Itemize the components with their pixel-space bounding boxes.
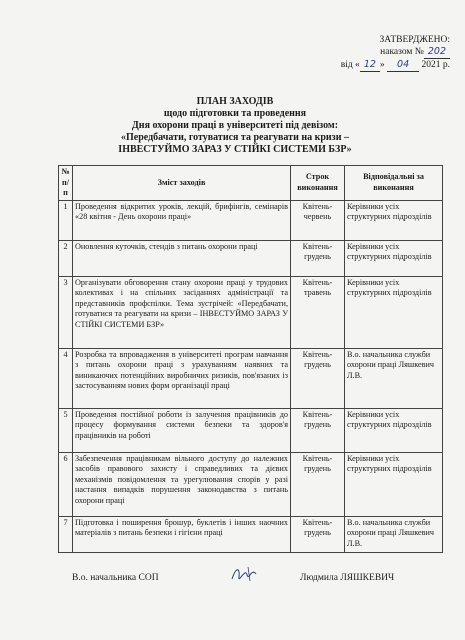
order-prefix: наказом № [380,47,424,57]
row-number: 5 [59,408,73,452]
header-content: Зміст заходів [73,166,291,201]
row-term: Квітень-грудень [291,452,345,516]
row-term: Квітень-грудень [291,408,345,452]
row-content: Підготовка і поширення брошур, буклетів і інших наочних матеріалів з питань безпеки і гігієни праці [73,516,291,552]
title-line-1: ПЛАН ЗАХОДІВ [196,96,274,107]
table-row [59,408,443,452]
row-responsible: В.о. начальника служби охорони праці Ляшкевич Л.В. [345,348,443,408]
table-row [59,276,443,348]
row-term: Квітень-травень [291,276,345,348]
date-month: 04 [387,59,419,72]
document-title [60,96,410,156]
table-row [59,348,443,408]
row-responsible: Керівники усіх структурних підрозділів [345,276,443,348]
signature-mark [230,563,262,585]
table-row [59,200,443,240]
order-line [300,46,450,59]
title-line-5: ІНВЕСТУЙМО ЗАРАЗ У СТІЙКІ СИСТЕМИ БЗР» [118,144,352,155]
row-number: 4 [59,348,73,408]
title-line-2: щодо підготовки та проведення [163,108,307,119]
row-content: Оновлення куточків, стендів з питань охорони праці [73,240,291,276]
order-number: 202 [424,46,450,59]
row-content: Проведення постійної роботи із залучення працівників до процесу формування системи безпеки та здоров'я працівників на роботі [73,408,291,452]
row-term: Квітень-червень [291,200,345,240]
row-responsible: В.о. начальника служби охорони праці Ляшкевич Л.В. [345,516,443,552]
row-responsible: Керівники усіх структурних підрозділів [345,452,443,516]
table-header-row [59,166,443,201]
row-number: 1 [59,200,73,240]
signer-name: Людмила ЛЯШКЕВИЧ [300,573,395,583]
date-year: 2021 р. [421,60,450,70]
row-content: Забезпечення працівникам вільного доступу до належних засобів правового захисту і справедливих та дієвих механізмів повідомлення та урегулювання спорів у разі настання випадків порушення законодавства з питань охорони праці [73,452,291,516]
header-number: № п/п [59,166,73,201]
row-responsible: Керівники усіх структурних підрозділів [345,200,443,240]
plan-table [58,165,443,553]
row-responsible: Керівники усіх структурних підрозділів [345,408,443,452]
title-line-4: «Передбачати, готуватися та реагувати на кризи – [121,132,349,143]
row-content: Організувати обговорення стану охорони праці у трудових колективах і на спільних засіданнях адміністрації та представників профспілки. Тема зустрічей: «Передбачати, готуватися та реагувати на кризи – ІНВЕСТУЙМО ЗАРАЗ У СТІЙКІ СИСТЕМИ БЗР» [73,276,291,348]
row-content: Розробка та впровадження в університеті програм навчання з питань охорони праці з урахуванням наявних та виникаючих потенційних виробничих ризиків, пов'язаних із застосуванням нових форм організації праці [73,348,291,408]
table-row [59,516,443,552]
date-day: 12 [360,59,380,72]
order-date-line [300,59,450,72]
row-number: 7 [59,516,73,552]
approval-block [300,34,450,72]
header-term: Строк виконання [291,166,345,201]
row-number: 3 [59,276,73,348]
title-line-3: Дня охорони праці в університеті під девізом: [131,120,339,131]
approved-label: ЗАТВЕРДЖЕНО: [379,35,450,45]
row-responsible: Керівники усіх структурних підрозділів [345,240,443,276]
table-row [59,452,443,516]
date-from: від « [340,60,360,70]
table-row [59,240,443,276]
row-content: Проведення відкритих уроків, лекцій, брифінгів, семінарів «28 квітня - День охорони праці» [73,200,291,240]
row-number: 2 [59,240,73,276]
row-term: Квітень-грудень [291,348,345,408]
signer-position: В.о. начальника СОП [72,573,159,583]
date-sep: » [379,60,385,70]
row-term: Квітень-грудень [291,240,345,276]
row-number: 6 [59,452,73,516]
row-term: Квітень-грудень [291,516,345,552]
header-responsible: Відповідальні за виконання [345,166,443,201]
